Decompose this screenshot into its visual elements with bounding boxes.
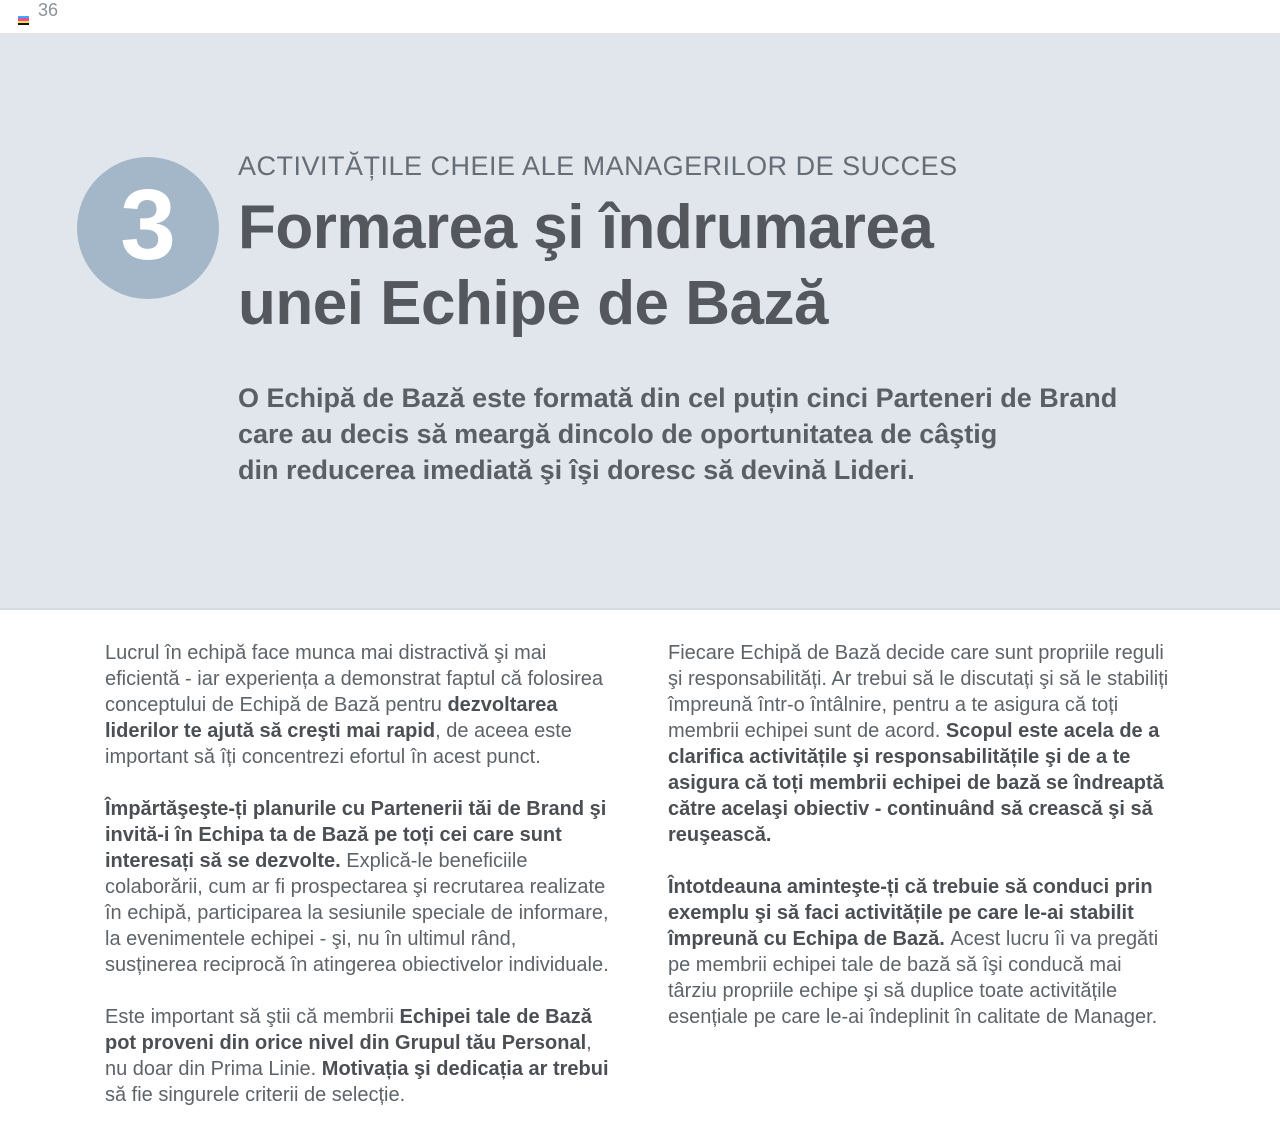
page-title (238, 190, 1158, 341)
cmyk-registration-icon (18, 16, 29, 25)
chapter-number: 3 (120, 169, 176, 281)
intro-line-1: O Echipă de Bază este formată din cel puțin cinci Parteneri de Brand (238, 383, 1118, 414)
intro-line-2: care au decis să meargă dincolo de oportunitatea de câştig (238, 418, 998, 449)
eyebrow-heading: ACTIVITĂȚILE CHEIE ALE MANAGERILOR DE SUCCES (238, 151, 958, 181)
paragraph-text: să fie singurele criterii de selecție. (105, 1084, 406, 1106)
paragraph-bold-text: Scopul este acela de a clarifica activitățile şi responsabilitățile şi de a te asigura că toți membrii echipei de bază se îndreaptă către acelaşi obiectiv - continuând să crească şi să reuşească. (668, 720, 1164, 846)
paragraph-bold-text: dezvoltarea liderilor te ajută să creşti mai rapid (105, 694, 558, 742)
page-number: 36 (38, 0, 59, 20)
paragraph (105, 640, 610, 770)
body-column-left (105, 640, 610, 1134)
paragraph-text: , de aceea este important să îți concentrezi efortul în acest punct. (105, 720, 572, 768)
header-content (238, 151, 1158, 488)
intro-line-3: din reducerea imediată şi îşi doresc să devină Lideri. (238, 454, 915, 485)
chapter-number-badge (77, 157, 219, 299)
cmyk-black-stripe (18, 23, 29, 25)
paragraph (668, 874, 1173, 1030)
body-column-right (668, 640, 1173, 1056)
paragraph-bold-text: Echipei tale de Bază pot proveni din orice nivel din Grupul tău Personal (105, 1006, 592, 1054)
paragraph-text: Lucrul în echipă face munca mai distractivă şi mai eficientă - iar experiența a demonstrat faptul că folosirea conceptului de Echipă de Bază pentru (105, 642, 604, 716)
paragraph-text: Acest lucru îi va pregăti pe membrii echipei tale de bază să îşi conducă mai târziu propriile echipe şi să duplice toate activitățile esențiale pe care le-ai îndeplinit în calitate de Manager. (668, 928, 1159, 1028)
paragraph-text: Fiecare Echipă de Bază decide care sunt propriile reguli şi responsabilități. Ar trebui să le discutați şi să le stabiliți împreună într-o întâlnire, pentru a te asigura că toți membrii echipei sunt de acord. (668, 642, 1169, 742)
page-title-line-2: unei Echipe de Bază (238, 268, 829, 338)
paragraph-bold-text: Întotdeauna aminteşte-ți că trebuie să conduci prin exemplu şi să faci activitățile pe care le-ai stabilit împreună cu Echipa de Bază. (668, 876, 1153, 950)
paragraph-text: Este important să ştii că membrii (105, 1006, 400, 1028)
paragraph-bold-text: Motivația şi dedicația ar trebui (321, 1058, 609, 1080)
intro-paragraph (238, 381, 1158, 488)
paragraph (668, 640, 1173, 848)
paragraph-text: Explică-le beneficiile colaborării, cum ar fi prospectarea şi recrutarea realizate în echipă, participarea la sesiunile speciale de informare, la evenimentele echipei - şi, nu în ultimul rând, susținerea reciprocă în atingerea obiectivelor individuale. (105, 850, 609, 976)
page-title-line-1: Formarea şi îndrumarea (238, 193, 934, 262)
header-band (0, 33, 1280, 610)
paragraph (105, 1004, 610, 1108)
paragraph (105, 796, 610, 978)
paragraph-text: , nu doar din Prima Linie. (105, 1032, 592, 1080)
paragraph-bold-text: Împărtăşeşte-ți planurile cu Partenerii tăi de Brand şi invită-i în Echipa ta de Bază pe toți cei care sunt interesați să se dezvolte. (105, 798, 607, 872)
